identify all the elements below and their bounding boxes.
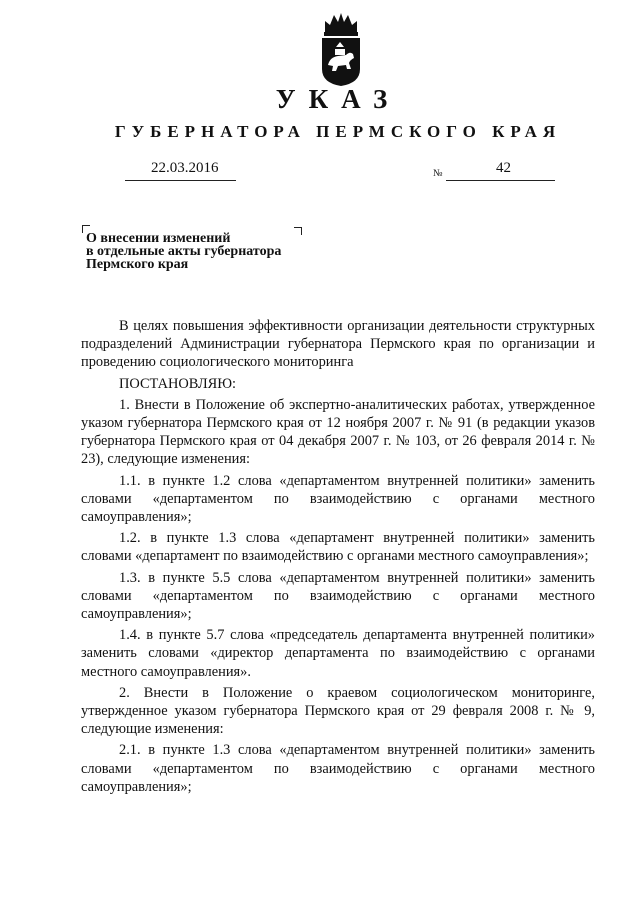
number-underline [446,180,555,181]
document-issuer: ГУБЕРНАТОРА ПЕРМСКОГО КРАЯ [114,122,562,141]
clause-1-1: 1.1. в пункте 1.2 слова «департаментом внутренней политики» заменить словами «департаментом по взаимодействию с органами местного самоуправления»; [81,472,595,526]
subject-line: О внесении изменений [86,231,231,246]
clause-2: 2. Внести в Положение о краевом социологическом мониторинге, утвержденное указом губернатора Пермского края от 29 февраля 2008 г. № 9, следующие изменения: [81,684,595,738]
document-number: 42 [496,160,511,176]
clause-1-2: 1.2. в пункте 1.3 слова «департамент внутренней политики» заменить словами «департамент по взаимодействию с органами местного самоуправления»; [81,530,595,565]
subject-line: Пермского края [86,257,189,272]
decree-word: ПОСТАНОВЛЯЮ: [119,375,237,392]
date-underline [125,180,236,181]
document-body [81,317,595,799]
subject-line: в отдельные акты губернатора [86,244,282,259]
preamble-paragraph: В целях повышения эффективности организации деятельности структурных подразделений Администрации губернатора Пермского края по организации и проведению социологического мониторинга [81,318,595,371]
clause-1: 1. Внести в Положение об экспертно-аналитических работах, утвержденное указом губернатора Пермского края от 12 ноября 2007 г. № 91 (в редакции указов губернатора Пермского края от 04 декабря 2007 г. № 103, от 26 февраля 2014 г. № 23), следующие изменения: [81,396,595,468]
clause-2-1: 2.1. в пункте 1.3 слова «департаментом внутренней политики» заменить словами «департаментом по взаимодействию с органами местного самоуправления»; [81,742,595,795]
document-subject [86,232,326,271]
clause-1-3: 1.3. в пункте 5.5 слова «департаментом внутренней политики» заменить словами «департаментом по взаимодействию с органами местного самоуправления»; [81,569,595,623]
document-title: УКАЗ [275,84,401,114]
document-date: 22.03.2016 [151,160,219,176]
number-sign: № [433,168,443,179]
perm-krai-coat-of-arms [319,11,363,87]
clause-1-4: 1.4. в пункте 5.7 слова «председатель департамента внутренней политики» заменить словами «директор департамента по взаимодействию с органами местного самоуправления». [81,627,595,680]
